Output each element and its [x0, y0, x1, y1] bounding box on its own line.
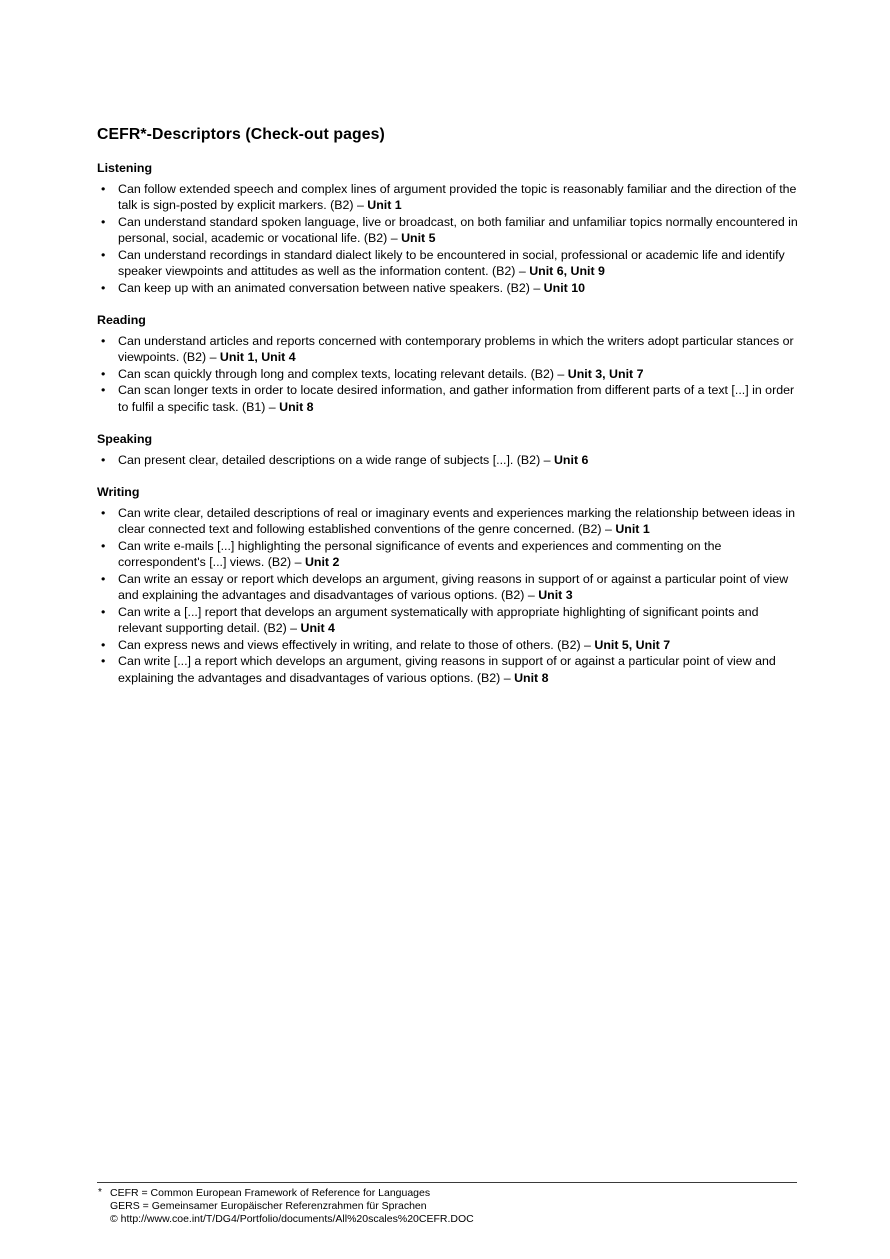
section-heading: Speaking — [97, 432, 153, 446]
unit-reference: Unit 5 — [401, 231, 436, 245]
footnote-line — [97, 1187, 797, 1200]
section-listening — [97, 160, 798, 296]
unit-reference: Unit 8 — [514, 670, 549, 685]
bullet-icon: • — [101, 505, 106, 520]
bullet-text: Can keep up with an animated conversation between native speakers. (B2) – — [118, 280, 544, 295]
bullet-text: Can write e-mails [...] highlighting the personal significance of events and experiences and commenting on the correspondent's [...] views. (B2) – — [118, 538, 722, 569]
section-writing — [97, 484, 798, 686]
unit-reference: Unit 5, Unit 7 — [594, 637, 671, 652]
footnote-text: GERS = Gemeinsamer Europäischer Referenzrahmen für Sprachen — [110, 1200, 427, 1212]
bullet-item — [97, 366, 798, 383]
footnote — [97, 1182, 797, 1226]
bullet-item — [97, 247, 798, 280]
bullet-icon: • — [101, 571, 106, 586]
bullet-icon: • — [101, 383, 106, 397]
bullet-icon: • — [101, 452, 106, 467]
unit-reference: Unit 3 — [538, 588, 573, 602]
bullet-icon: • — [101, 214, 106, 229]
bullet-icon: • — [101, 333, 106, 348]
section-speaking — [97, 431, 798, 468]
footnote-text: CEFR = Common European Framework of Reference for Languages — [110, 1187, 431, 1199]
footnote-marker: * — [98, 1187, 102, 1198]
bullet-text: Can understand articles and reports concerned with contemporary problems in which the writers adopt particular stances or viewpoints. (B2) – — [118, 333, 794, 364]
bullet-item — [97, 538, 798, 571]
bullet-item — [97, 571, 798, 604]
bullet-text: Can scan longer texts in order to locate desired information, and gather information from different parts of a text [...] in order to fulfil a specific task. (B1) – — [118, 383, 795, 414]
unit-reference: Unit 2 — [304, 555, 340, 569]
bullet-item — [97, 452, 798, 469]
bullet-list — [97, 505, 798, 687]
bullet-text: Can express news and views effectively in writing, and relate to those of others. (B2) – — [118, 637, 595, 652]
bullet-icon: • — [101, 538, 106, 553]
bullet-item — [97, 604, 798, 637]
bullet-text: Can present clear, detailed descriptions on a wide range of subjects [...]. (B2) – — [118, 452, 554, 467]
bullet-list — [97, 452, 798, 469]
footnote-line — [97, 1200, 797, 1213]
unit-reference: Unit 8 — [279, 399, 314, 414]
bullet-icon: • — [101, 247, 106, 262]
bullet-list — [97, 333, 798, 416]
page-title: CEFR*-Descriptors (Check-out pages) — [97, 126, 385, 143]
bullet-text: Can scan quickly through long and complex texts, locating relevant details. (B2) – — [118, 366, 568, 381]
bullet-text: Can write [...] a report which develops an argument, giving reasons in support of or against a particular point of view and explaining the advantages and disadvantages of various options. (B2) – — [118, 654, 776, 685]
bullet-text: Can write a [...] report that develops an argument systematically with appropriate highlighting of significant points and relevant supporting detail. (B2) – — [118, 604, 759, 635]
bullet-icon: • — [101, 604, 106, 619]
unit-reference: Unit 6, Unit 9 — [529, 264, 605, 278]
footnote-text: © http://www.coe.int/T/DG4/Portfolio/documents/All%20scales%20CEFR.DOC — [110, 1213, 474, 1225]
section-heading: Writing — [97, 485, 140, 499]
bullet-text: Can understand recordings in standard dialect likely to be encountered in social, professional or academic life and identify speaker viewpoints and attitudes as well as the information content. (B2) – — [118, 247, 785, 278]
bullet-icon: • — [101, 280, 106, 295]
bullet-item — [97, 181, 798, 214]
bullet-text: Can write clear, detailed descriptions of real or imaginary events and experiences marking the relationship between ideas in clear connected text and following established conventions of the genre concerned. (B2) – — [118, 505, 796, 536]
unit-reference: Unit 1 — [615, 522, 650, 536]
unit-reference: Unit 1 — [367, 198, 402, 212]
unit-reference: Unit 4 — [300, 621, 335, 635]
section-heading: Reading — [97, 313, 146, 327]
bullet-list — [97, 181, 798, 297]
unit-reference: Unit 6 — [553, 452, 589, 467]
bullet-icon: • — [101, 181, 106, 196]
bullet-item — [97, 333, 798, 366]
bullet-item — [97, 653, 798, 686]
section-reading — [97, 312, 798, 415]
bullet-icon: • — [101, 366, 106, 381]
unit-reference: Unit 3, Unit 7 — [567, 366, 644, 381]
document-body — [97, 125, 798, 686]
footnote-line — [97, 1213, 797, 1226]
bullet-text: Can follow extended speech and complex lines of argument provided the topic is reasonably familiar and the direction of the talk is sign-posted by explicit markers. (B2) – — [118, 181, 797, 212]
bullet-icon: • — [101, 637, 106, 652]
bullet-item — [97, 505, 798, 538]
bullet-text: Can understand standard spoken language, live or broadcast, on both familiar and unfamiliar topics normally encountered in personal, social, academic or vocational life. (B2) – — [118, 214, 798, 245]
bullet-item — [97, 382, 798, 415]
section-heading: Listening — [97, 161, 153, 175]
bullet-item — [97, 280, 798, 297]
unit-reference: Unit 10 — [543, 280, 585, 295]
unit-reference: Unit 1, Unit 4 — [219, 350, 296, 364]
bullet-item — [97, 637, 798, 654]
bullet-item — [97, 214, 798, 247]
bullet-text: Can write an essay or report which develops an argument, giving reasons in support of or against a particular point of view and explaining the advantages and disadvantages of various options. (B2) – — [118, 571, 789, 602]
bullet-icon: • — [101, 654, 106, 668]
